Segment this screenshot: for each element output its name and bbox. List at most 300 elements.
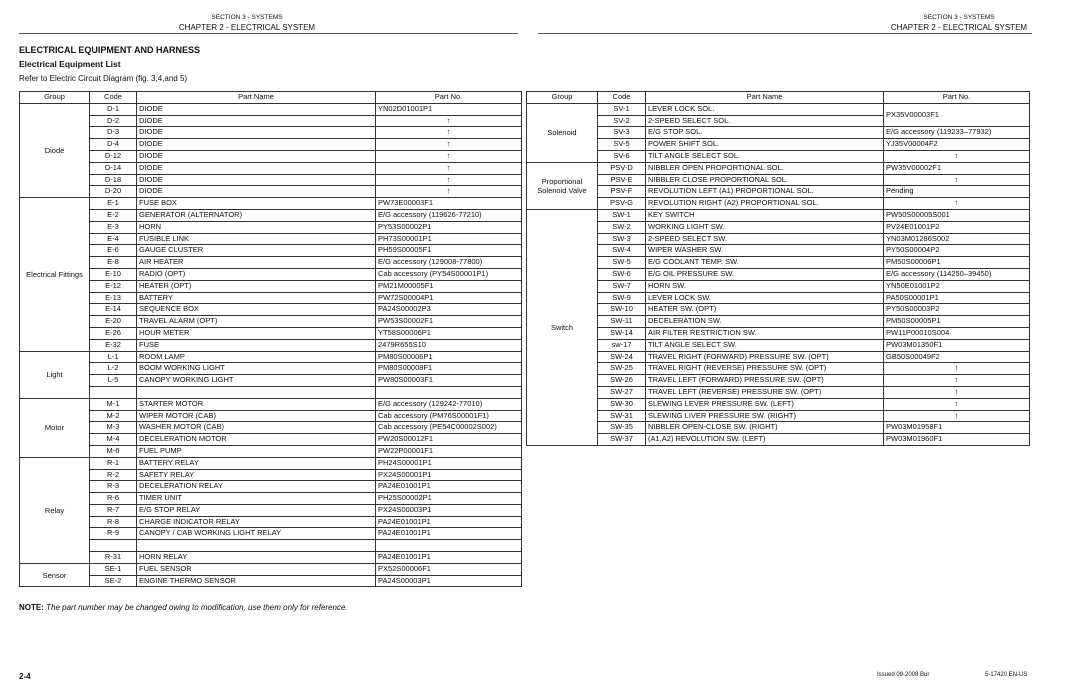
code-cell: PSV-G	[598, 198, 646, 210]
code-cell: R-6	[90, 493, 137, 505]
column-header-part-name: Part Name	[646, 92, 884, 104]
part-name-cell: TRAVEL ALARM (OPT)	[137, 316, 376, 328]
part-no-cell: ↑	[376, 115, 522, 127]
part-no-cell: PW20S00012F1	[376, 434, 522, 446]
part-no-cell: PW53S00002F1	[376, 316, 522, 328]
part-name-cell: TRAVEL LEFT (FORWARD) PRESSURE SW. (OPT)	[646, 375, 884, 387]
part-name-cell: GAUGE CLUSTER	[137, 245, 376, 257]
table-row	[527, 268, 1030, 280]
code-cell: E-1	[90, 198, 137, 210]
part-no-cell: 2479R655S10	[376, 339, 522, 351]
part-name-cell: SLEWING LEVER PRESSURE SW. (LEFT)	[646, 398, 884, 410]
table-row	[527, 245, 1030, 257]
table-row	[20, 174, 522, 186]
part-no-cell: PY50S00003P2	[884, 304, 1030, 316]
part-name-cell: DECELERATION SW.	[646, 316, 884, 328]
part-name-cell: LEVER LOCK SOL.	[646, 103, 884, 115]
part-no-cell: PM80S00006P1	[376, 351, 522, 363]
table-row	[527, 103, 1030, 115]
table-header-row	[20, 92, 522, 104]
part-name-cell: E/G STOP SOL.	[646, 127, 884, 139]
code-cell: E-26	[90, 327, 137, 339]
header-rule-left	[19, 33, 518, 34]
table-row	[20, 493, 522, 505]
code-cell: SW-1	[598, 209, 646, 221]
part-name-cell: TRAVEL RIGHT (FORWARD) PRESSURE SW. (OPT)	[646, 351, 884, 363]
code-cell: R-7	[90, 504, 137, 516]
table-row	[527, 304, 1030, 316]
part-no-cell: PA24E01001P1	[376, 516, 522, 528]
part-name-cell: DIODE	[137, 103, 376, 115]
part-name-cell: DECELERATION MOTOR	[137, 434, 376, 446]
part-no-cell: ↑	[376, 174, 522, 186]
table-row	[20, 469, 522, 481]
code-cell: SE-1	[90, 563, 137, 575]
table-row	[20, 327, 522, 339]
part-no-cell: PM50S00006P1	[884, 257, 1030, 269]
code-cell: PSV-E	[598, 174, 646, 186]
part-name-cell: LEVER LOCK SW.	[646, 292, 884, 304]
code-cell: SW-2	[598, 221, 646, 233]
part-no-cell: ↑	[884, 363, 1030, 375]
part-name-cell: NIBBLER OPEN PROPORTIONAL SOL.	[646, 162, 884, 174]
table-row	[20, 410, 522, 422]
table-row	[20, 504, 522, 516]
part-no-cell: Cab accessory (PE54C00002S002)	[376, 422, 522, 434]
table-row	[527, 422, 1030, 434]
part-name-cell: SLEWING LIVER PRESSURE SW. (RIGHT)	[646, 410, 884, 422]
part-name-cell: ENGINE THERMO SENSOR	[137, 575, 376, 587]
part-no-cell: ↑	[884, 386, 1030, 398]
table-row	[527, 316, 1030, 328]
part-no-cell: ↑	[376, 162, 522, 174]
table-row	[527, 233, 1030, 245]
part-name-cell: HORN SW.	[646, 280, 884, 292]
part-name-cell: HEATER (OPT)	[137, 280, 376, 292]
part-no-cell: GB50S00049F2	[884, 351, 1030, 363]
column-header-code: Code	[90, 92, 137, 104]
table-row	[20, 375, 522, 387]
table-row	[20, 552, 522, 564]
column-header-group: Group	[527, 92, 598, 104]
table-row	[20, 245, 522, 257]
table-row	[527, 410, 1030, 422]
table-row	[20, 434, 522, 446]
code-cell: SW-6	[598, 268, 646, 280]
code-cell: PSV-F	[598, 186, 646, 198]
table-row	[20, 268, 522, 280]
group-cell: Diode	[20, 103, 90, 197]
part-no-cell: PA24S00002P3	[376, 304, 522, 316]
code-cell: M-2	[90, 410, 137, 422]
part-no-cell	[376, 386, 522, 398]
part-no-cell: PW80S00003F1	[376, 375, 522, 387]
column-header-part-name: Part Name	[137, 92, 376, 104]
header-section: SECTION 3 - SYSTEMS	[923, 14, 995, 21]
code-cell: L-1	[90, 351, 137, 363]
part-name-cell: GENERATOR (ALTERNATOR)	[137, 209, 376, 221]
table-row	[20, 233, 522, 245]
table-row	[20, 363, 522, 375]
part-no-cell: PX24S00003P1	[376, 504, 522, 516]
table-row	[527, 174, 1030, 186]
footnote	[19, 603, 348, 612]
code-cell	[90, 386, 137, 398]
table-row	[527, 386, 1030, 398]
code-cell: D-14	[90, 162, 137, 174]
part-no-cell: PA24E01001P1	[376, 528, 522, 540]
code-cell: SW-35	[598, 422, 646, 434]
table-row	[20, 386, 522, 398]
code-cell: SW-30	[598, 398, 646, 410]
part-name-cell: CHARGE INDICATOR RELAY	[137, 516, 376, 528]
page-number: 2-4	[19, 672, 31, 681]
code-cell: SW-27	[598, 386, 646, 398]
code-cell: E-12	[90, 280, 137, 292]
code-cell: D-3	[90, 127, 137, 139]
part-name-cell: (A1,A2) REVOLUTION SW. (LEFT)	[646, 434, 884, 446]
part-no-cell: PX24S00001P1	[376, 469, 522, 481]
part-name-cell: FUSE	[137, 339, 376, 351]
part-no-cell: YN03M01286S002	[884, 233, 1030, 245]
code-cell: E-4	[90, 233, 137, 245]
table-row	[20, 304, 522, 316]
table-row	[20, 316, 522, 328]
part-no-cell: PX52S00006F1	[376, 563, 522, 575]
part-no-cell: E/G accessory (129008-77800)	[376, 257, 522, 269]
group-cell: Electrical Fittings	[20, 198, 90, 351]
header-left	[174, 13, 320, 33]
part-name-cell: DIODE	[137, 150, 376, 162]
equipment-table-right	[526, 91, 1030, 446]
part-no-cell: PW35V00002F1	[884, 162, 1030, 174]
part-name-cell: AIR HEATER	[137, 257, 376, 269]
part-name-cell: TRAVEL RIGHT (REVERSE) PRESSURE SW. (OPT)	[646, 363, 884, 375]
table-row	[20, 127, 522, 139]
table-row	[20, 445, 522, 457]
part-name-cell: WIPER MOTOR (CAB)	[137, 410, 376, 422]
table-row	[527, 375, 1030, 387]
header-rule-right	[538, 33, 1032, 34]
note-text: The part number may be changed owing to modification, use them only for reference.	[46, 603, 348, 612]
table-row	[20, 257, 522, 269]
code-cell: M-6	[90, 445, 137, 457]
code-cell: SW-4	[598, 245, 646, 257]
table-row	[20, 540, 522, 552]
part-no-cell: YJ35V00004F2	[884, 139, 1030, 151]
table-row	[527, 327, 1030, 339]
code-cell: D-4	[90, 139, 137, 151]
table-row	[527, 162, 1030, 174]
table-row	[20, 209, 522, 221]
table-row	[527, 198, 1030, 210]
code-cell: SE-2	[90, 575, 137, 587]
part-name-cell: DIODE	[137, 115, 376, 127]
part-name-cell: BATTERY	[137, 292, 376, 304]
part-no-cell: PA24S00003P1	[376, 575, 522, 587]
code-cell: E-2	[90, 209, 137, 221]
table-row	[20, 563, 522, 575]
part-name-cell: FUSIBLE LINK	[137, 233, 376, 245]
part-name-cell: WORKING LIGHT SW.	[646, 221, 884, 233]
part-no-cell: PM50S00005P1	[884, 316, 1030, 328]
part-name-cell: DIODE	[137, 162, 376, 174]
table-row	[20, 457, 522, 469]
table-row	[527, 398, 1030, 410]
note-label: NOTE:	[19, 603, 44, 612]
code-cell: SW-3	[598, 233, 646, 245]
part-no-cell: YT58S00006P1	[376, 327, 522, 339]
part-name-cell: TILT ANGLE SELECT SW.	[646, 339, 884, 351]
header-section: SECTION 3 - SYSTEMS	[211, 14, 283, 21]
table-row	[20, 186, 522, 198]
code-cell: PSV-D	[598, 162, 646, 174]
part-no-cell: E/G accessory (119233–77932)	[884, 127, 1030, 139]
code-cell: D-18	[90, 174, 137, 186]
code-cell: E-6	[90, 245, 137, 257]
code-cell: SW-11	[598, 316, 646, 328]
header-chapter: CHAPTER 2 - ELECTRICAL SYSTEM	[178, 23, 316, 32]
group-cell: Solenoid	[527, 103, 598, 162]
part-name-cell: TIMER UNIT	[137, 493, 376, 505]
code-cell: D-1	[90, 103, 137, 115]
table-row	[527, 292, 1030, 304]
part-name-cell: WIPER WASHER SW.	[646, 245, 884, 257]
part-name-cell: 2-SPEED SELECT SOL.	[646, 115, 884, 127]
reference-text: Refer to Electric Circuit Diagram (fig. 3,4,and 5)	[19, 74, 188, 83]
table-row	[20, 575, 522, 587]
equipment-table-left	[19, 91, 522, 587]
part-name-cell: DECELERATION RELAY	[137, 481, 376, 493]
part-no-cell: PW50S00005S001	[884, 209, 1030, 221]
part-no-cell: PV24E01001P2	[884, 221, 1030, 233]
part-name-cell: E/G OIL PRESSURE SW.	[646, 268, 884, 280]
table-row	[20, 103, 522, 115]
table-row	[20, 162, 522, 174]
part-no-cell: ↑	[376, 150, 522, 162]
table-row	[527, 351, 1030, 363]
table-row	[20, 351, 522, 363]
part-name-cell: E/G STOP RELAY	[137, 504, 376, 516]
code-cell	[90, 540, 137, 552]
group-cell: Proportional Solenoid Valve	[527, 162, 598, 209]
part-name-cell: REVOLUTION RIGHT (A2) PROPORTIONAL SOL.	[646, 198, 884, 210]
code-cell: M-4	[90, 434, 137, 446]
table-row	[20, 280, 522, 292]
code-cell: SW-5	[598, 257, 646, 269]
part-no-cell: ↑	[884, 410, 1030, 422]
part-name-cell: DIODE	[137, 174, 376, 186]
code-cell: sw-17	[598, 339, 646, 351]
table-row	[527, 139, 1030, 151]
part-no-cell: PW03M01350F1	[884, 339, 1030, 351]
table-row	[527, 150, 1030, 162]
part-name-cell: 2-SPEED SELECT SW.	[646, 233, 884, 245]
table-row	[20, 221, 522, 233]
table-row	[20, 115, 522, 127]
table-row	[20, 339, 522, 351]
part-no-cell: ↑	[376, 139, 522, 151]
part-no-cell: ↑	[376, 186, 522, 198]
part-no-cell: PA50S00001P1	[884, 292, 1030, 304]
column-header-code: Code	[598, 92, 646, 104]
code-cell: E-8	[90, 257, 137, 269]
part-name-cell: WASHER MOTOR (CAB)	[137, 422, 376, 434]
table-row	[527, 127, 1030, 139]
part-name-cell: HEATER SW. (OPT)	[646, 304, 884, 316]
column-header-part-no: Part No.	[376, 92, 522, 104]
code-cell: SW-24	[598, 351, 646, 363]
table-row	[20, 481, 522, 493]
code-cell: L-5	[90, 375, 137, 387]
part-no-cell: ↑	[884, 198, 1030, 210]
part-name-cell: FUEL PUMP	[137, 445, 376, 457]
code-cell: SV-2	[598, 115, 646, 127]
part-no-cell: Cab accessory (PY54S00001P1)	[376, 268, 522, 280]
part-name-cell: SEQUENCE BOX	[137, 304, 376, 316]
section-subtitle: Electrical Equipment List	[19, 59, 121, 69]
part-no-cell: PX35V00003F1	[884, 103, 1030, 127]
table-row	[20, 516, 522, 528]
part-name-cell: CANOPY / CAB WORKING LIGHT RELAY	[137, 528, 376, 540]
code-cell: E-10	[90, 268, 137, 280]
code-cell: D-12	[90, 150, 137, 162]
part-name-cell: SAFETY RELAY	[137, 469, 376, 481]
code-cell: M-1	[90, 398, 137, 410]
code-cell: SW-7	[598, 280, 646, 292]
table-row	[20, 150, 522, 162]
table-row	[527, 186, 1030, 198]
part-name-cell: DIODE	[137, 139, 376, 151]
part-name-cell: BATTERY RELAY	[137, 457, 376, 469]
part-name-cell: HORN	[137, 221, 376, 233]
code-cell: SW-31	[598, 410, 646, 422]
table-row	[20, 398, 522, 410]
header-right	[886, 13, 1032, 33]
part-name-cell: FUEL SENSOR	[137, 563, 376, 575]
part-name-cell	[137, 386, 376, 398]
code-cell: L-2	[90, 363, 137, 375]
part-name-cell: TILT ANGLE SELECT SOL.	[646, 150, 884, 162]
page-title: ELECTRICAL EQUIPMENT AND HARNESS	[19, 45, 201, 55]
code-cell: R-1	[90, 457, 137, 469]
part-no-cell: PM21M00005F1	[376, 280, 522, 292]
part-name-cell: TRAVEL LEFT (REVERSE) PRESSURE SW. (OPT)	[646, 386, 884, 398]
part-no-cell	[376, 540, 522, 552]
code-cell: M-3	[90, 422, 137, 434]
part-no-cell: Cab accessory (PM76S00001F1)	[376, 410, 522, 422]
table-header-row	[527, 92, 1030, 104]
code-cell: SW-9	[598, 292, 646, 304]
part-no-cell: PW22P00001F1	[376, 445, 522, 457]
code-cell: R-2	[90, 469, 137, 481]
table-row	[20, 139, 522, 151]
code-cell: E-32	[90, 339, 137, 351]
group-cell: Switch	[527, 209, 598, 445]
part-no-cell: ↑	[884, 174, 1030, 186]
code-cell: R-3	[90, 481, 137, 493]
part-no-cell: PA24E01001P1	[376, 552, 522, 564]
part-no-cell: ↑	[884, 150, 1030, 162]
part-name-cell: DIODE	[137, 127, 376, 139]
table-row	[527, 209, 1030, 221]
document-number: 5-17420 EN-US	[985, 672, 1028, 678]
table-row	[20, 422, 522, 434]
group-cell: Motor	[20, 398, 90, 457]
part-no-cell: ↑	[376, 127, 522, 139]
part-name-cell: STARTER MOTOR	[137, 398, 376, 410]
part-name-cell: KEY SWITCH	[646, 209, 884, 221]
part-name-cell: REVOLUTION LEFT (A1) PROPORTIONAL SOL.	[646, 186, 884, 198]
part-no-cell: ↑	[884, 375, 1030, 387]
part-name-cell: FUSE BOX	[137, 198, 376, 210]
code-cell: R-8	[90, 516, 137, 528]
table-row	[527, 221, 1030, 233]
table-row	[527, 363, 1030, 375]
part-name-cell: AIR FILTER RESTRICTION SW.	[646, 327, 884, 339]
part-name-cell: RADIO (OPT)	[137, 268, 376, 280]
table-row	[527, 280, 1030, 292]
part-no-cell: PH24S00001P1	[376, 457, 522, 469]
part-no-cell: PA24E01001P1	[376, 481, 522, 493]
part-no-cell: YN50E01001P2	[884, 280, 1030, 292]
part-no-cell: PW03M01958F1	[884, 422, 1030, 434]
code-cell: D-20	[90, 186, 137, 198]
table-row	[527, 434, 1030, 446]
part-no-cell: YN02D01001P1	[376, 103, 522, 115]
issue-date: Issued 09-2008 Bur	[877, 672, 930, 678]
part-name-cell: NIBBLER CLOSE PROPORTIONAL SOL.	[646, 174, 884, 186]
part-no-cell: PH73S00001P1	[376, 233, 522, 245]
part-name-cell	[137, 540, 376, 552]
code-cell: D-2	[90, 115, 137, 127]
table-row	[527, 257, 1030, 269]
code-cell: E-3	[90, 221, 137, 233]
part-no-cell: E/G accessory (114250–39450)	[884, 268, 1030, 280]
group-cell: Light	[20, 351, 90, 398]
table-row	[20, 198, 522, 210]
column-header-group: Group	[20, 92, 90, 104]
code-cell: SW-26	[598, 375, 646, 387]
table-row	[20, 528, 522, 540]
code-cell: SV-3	[598, 127, 646, 139]
part-no-cell: PH25S00002P1	[376, 493, 522, 505]
part-no-cell: PW73E00003F1	[376, 198, 522, 210]
part-no-cell: PW11P00010S004	[884, 327, 1030, 339]
part-no-cell: Pending	[884, 186, 1030, 198]
code-cell: E-20	[90, 316, 137, 328]
code-cell: SW-10	[598, 304, 646, 316]
part-no-cell: PM80S00008F1	[376, 363, 522, 375]
code-cell: SW-25	[598, 363, 646, 375]
column-header-part-no: Part No.	[884, 92, 1030, 104]
code-cell: SV-6	[598, 150, 646, 162]
code-cell: SW-14	[598, 327, 646, 339]
code-cell: E-13	[90, 292, 137, 304]
part-name-cell: DIODE	[137, 186, 376, 198]
part-no-cell: E/G accessory (119626-77210)	[376, 209, 522, 221]
part-no-cell: PY53S00002P1	[376, 221, 522, 233]
part-no-cell: PW03M01960F1	[884, 434, 1030, 446]
code-cell: SV-5	[598, 139, 646, 151]
code-cell: R-9	[90, 528, 137, 540]
code-cell: R-31	[90, 552, 137, 564]
part-name-cell: E/G COOLANT TEMP. SW.	[646, 257, 884, 269]
code-cell: SW-37	[598, 434, 646, 446]
code-cell: SV-1	[598, 103, 646, 115]
group-cell: Relay	[20, 457, 90, 563]
part-name-cell: CANOPY WORKING LIGHT	[137, 375, 376, 387]
